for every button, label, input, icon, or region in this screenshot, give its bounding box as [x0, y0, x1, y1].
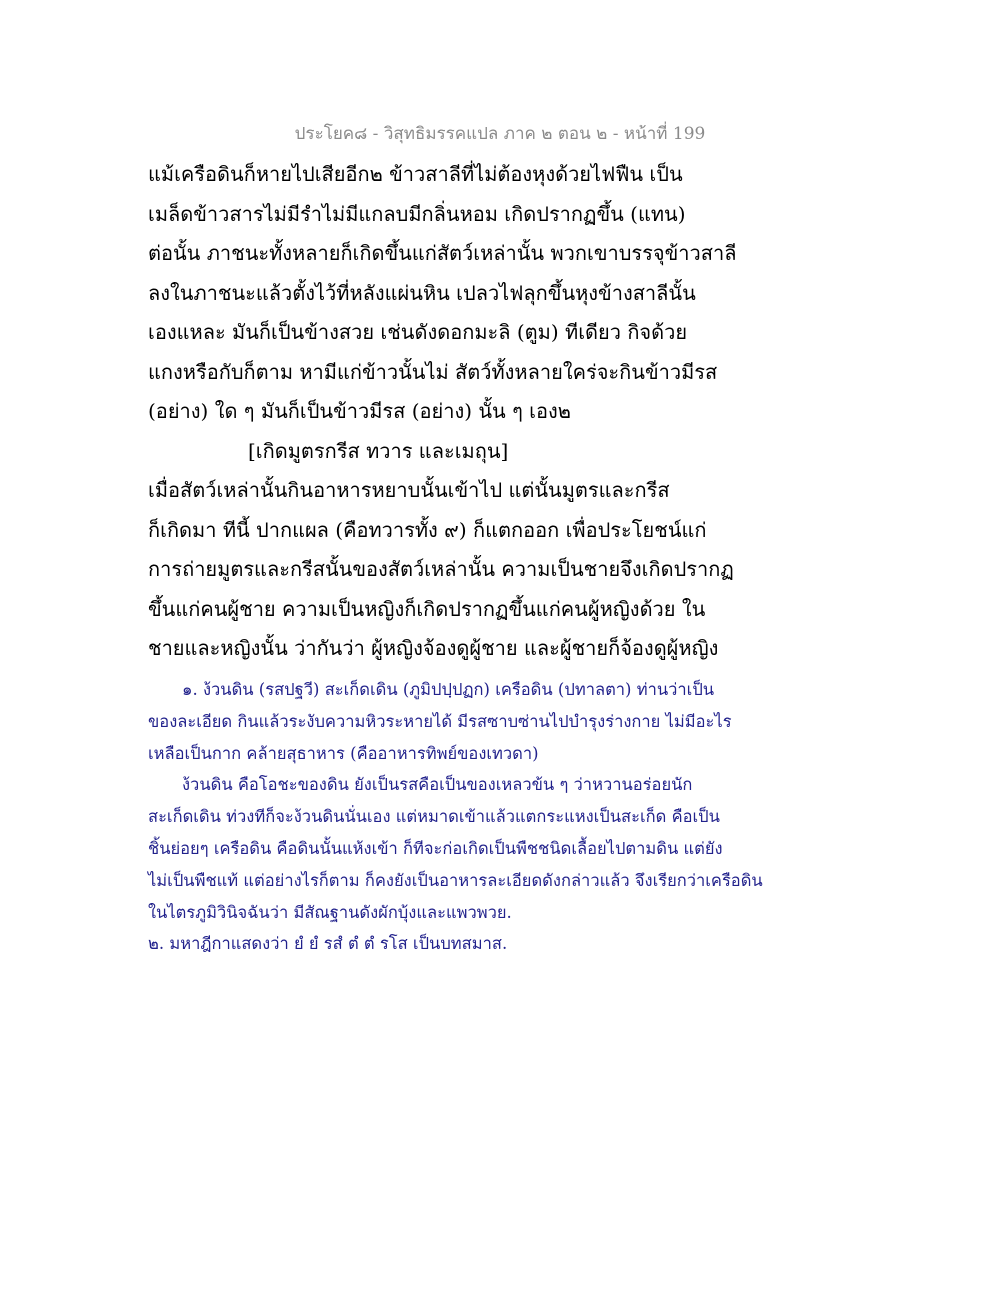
- footnote-line: สะเก็ดเดิน ท่วงทีก็จะง้วนดินนั่นเอง แต่หมาดเข้าแล้วแตกระแหงเป็นสะเก็ด คือเป็น: [148, 807, 720, 827]
- running-header: ประโยค๘ - วิสุทธิมรรคแปล ภาค ๒ ตอน ๒ - หน้าที่ 199: [294, 124, 706, 144]
- footnote-line: ในไตรภูมิวินิจฉันว่า มีสัณฐานดังผักบุ้งและแพวพวย.: [148, 902, 512, 922]
- body-line: เองแหละ มันก็เป็นข้างสวย เช่นดังดอกมะลิ (ตูม) ทีเดียว กิจด้วย: [148, 320, 688, 344]
- footnote-line: เหลือเป็นกาก คล้ายสุธาหาร (คืออาหารทิพย์ของเทวดา): [148, 743, 539, 763]
- body-line: ขึ้นแก่คนผู้ชาย ความเป็นหญิงก็เกิดปรากฏขึ้นแก่คนผู้หญิงด้วย ใน: [148, 596, 706, 621]
- body-line: ชายและหญิงนั้น ว่ากันว่า ผู้หญิงจ้องดูผู้ชาย และผู้ชายก็จ้องดูผู้หญิง: [148, 636, 719, 660]
- body-line: (อย่าง) ใด ๆ มันก็เป็นข้าวมีรส (อย่าง) นั้น ๆ เอง๒: [148, 399, 571, 423]
- footnote-line: ๑. ง้วนดิน (รสปฐวี) สะเก็ดเดิน (ภูมิปปฺปฏก) เครือดิน (ปทาลตา) ท่านว่าเป็น: [182, 680, 715, 699]
- body-line: เมื่อสัตว์เหล่านั้นกินอาหารหยาบนั้นเข้าไป แต่นั้นมูตรและกรีส: [148, 478, 670, 502]
- body-line: ต่อนั้น ภาชนะทั้งหลายก็เกิดขึ้นแก่สัตว์เหล่านั้น พวกเขาบรรจุข้าวสาลี: [148, 241, 737, 265]
- body-line: การถ่ายมูตรและกรีสนั้นของสัตว์เหล่านั้น ความเป็นชายจึงเกิดปรากฏ: [148, 557, 734, 581]
- footnotes: [148, 674, 878, 960]
- body-line: ก็เกิดมา ทีนี้ ปากแผล (คือทวารทั้ง ๙) ก็แตกออก เพื่อประโยชน์แก่: [148, 517, 707, 542]
- footnote-line: ง้วนดิน คือโอชะของดิน ยังเป็นรสคือเป็นของเหลวข้น ๆ ว่าหวานอร่อยนัก: [182, 775, 693, 795]
- footnote-line: ไม่เป็นพืชแท้ แต่อย่างไรก็ตาม ก็คงยังเป็นอาหารละเอียดดังกล่าวแล้ว จึงเรียกว่าเครือดิน: [148, 870, 763, 890]
- body-text: [148, 155, 868, 669]
- footnote-line: ของละเอียด กินแล้วระงับความหิวระหายได้ มีรสซาบซ่านไปบำรุงร่างกาย ไม่มีอะไร: [148, 711, 732, 731]
- body-line: แม้เครือดินก็หายไปเสียอีก๒ ข้าวสาลีที่ไม่ต้องหุงด้วยไฟฟืน เป็น: [148, 162, 683, 186]
- body-line: ลงในภาชนะแล้วตั้งไว้ที่หลังแผ่นหิน เปลวไฟลุกขึ้นหุงข้างสาลีนั้น: [148, 280, 696, 305]
- section-heading: [เกิดมูตรกรีส ทวาร และเมถุน]: [248, 438, 509, 463]
- body-line: เมล็ดข้าวสารไม่มีรำไม่มีแกลบมีกลิ่นหอม เกิดปรากฏขึ้น (แทน): [148, 201, 686, 226]
- footnote-line: ๒. มหาฎีกาแสดงว่า ยํ ยํ รสํ ตํ ตํ รโส เป็นบทสมาส.: [148, 934, 508, 954]
- footnote-line: ชิ้นย่อยๆ เครือดิน คือดินนั้นแห้งเข้า ก็ทีจะก่อเกิดเป็นพืชชนิดเลื้อยไปตามดิน แต่ยัง: [148, 838, 723, 858]
- body-line: แกงหรือกับก็ตาม หามีแก่ข้าวนั้นไม่ สัตว์ทั้งหลายใคร่จะกินข้าวมีรส: [148, 359, 718, 384]
